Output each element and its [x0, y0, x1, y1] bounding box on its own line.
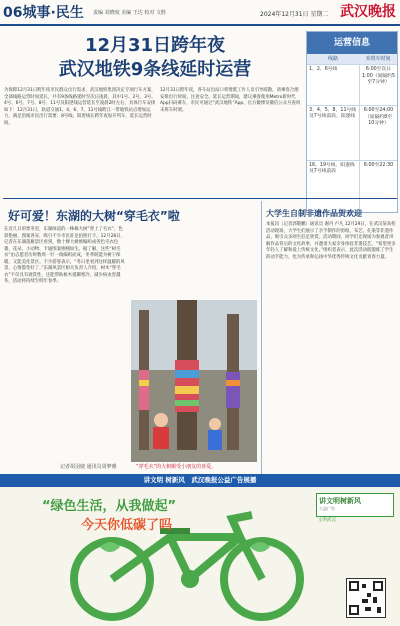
- section-title: 06城事·民生: [3, 5, 84, 21]
- lead-headline-line2: 武汉地铁9条线延时运营: [58, 59, 252, 80]
- ops-row-time: 6:00至22:30: [363, 163, 394, 168]
- tree-sweater-text: 在近几日的寒冬里，东湖绿道的一株株大树“穿上了毛衣”，色彩艳丽，图案各异，吸引不少市民驻足拍照打卡。12月28日，记者在东湖落雁景区看到，数十棵大树被编织成各色毛衣包裹，花朵、小动物、卡通图案栩栩如生。据了解，这些“树毛衣”由志愿者历时数周一针一线编织而成，冬季既能为树干保暖，又能美化景区。不少游客表示，“冬日里看到这样温暖的风景，心情都变好了。”东湖风景区相关负责人介绍，树木“穿毛衣”不仅具有观赏性，还能帮助树木抵御寒冷、减少病虫害越冬，活动将持续至明年春季。: [4, 227, 125, 284]
- operations-info-box: [306, 31, 398, 213]
- ops-row-time: 6:00至次日1:00（间隔约5至7分钟）: [362, 67, 396, 85]
- qr-code-icon: [346, 578, 386, 618]
- lead-body-left: 为保障12月31日跨年夜市民群众出行需求，武汉地铁集团决定专项行车方案，全部线路运营时间延长，共有9条线路延时至次日凌晨，其中1号、2号、3号、4号、6号、7号、8号、11号及阳逻线运营延长至凌晨2时左右，具体行车安排如下：12月31日，轨道交通1、4、6、7、11号线跨江一带地铁站点增加运力，满足沿线市民出行需要；8号线、阳逻线在跨年夜加开列车，延长运营时间。: [4, 88, 156, 126]
- ops-col-time: 末班车时间: [365, 56, 391, 62]
- ops-table-header: [307, 54, 397, 64]
- section-divider: [3, 198, 397, 199]
- public-service-banner: 讲文明 树新风 武汉晚报公益广告展播: [0, 474, 400, 487]
- lead-headline: [8, 34, 302, 82]
- tree-sweater-body: [4, 227, 258, 286]
- ad-logo: [316, 493, 394, 517]
- editor-credits: 责编 刘晓度 美编 王达 校对 文胜: [93, 10, 166, 16]
- page-header: [0, 0, 400, 26]
- heritage-body: 本报讯（记者郭敬鹏）通讯员 谢丹 卢凡 12月29日，在武汉某高校活动现场，大学生们展示了亲手制作的剪纸、布艺、扎染等非遗作品，吸引众多师生驻足欣赏。活动期间，同学们还现场为参观者讲解作品背后的文化故事，并邀请大家亲身体验非遗技艺。“希望更多年轻人了解和爱上传统文化。”组织者表示，此次活动既锻炼了学生的动手能力，也为传承和弘扬中华优秀传统文化贡献青春力量。: [266, 222, 396, 260]
- tree-sweater-headline: 好可爱！东湖的大树“穿毛衣”啦: [8, 209, 180, 223]
- ad-slogan-1: “绿色生活，从我做起”: [42, 499, 177, 514]
- ops-row-line: 3、4、5、8、11号线及7号线前段、阳逻线: [307, 106, 360, 160]
- ops-row: [307, 160, 397, 211]
- lead-headline-line1: 12月31日跨年夜: [84, 35, 226, 56]
- ad-logo-title: 讲文明树新风: [319, 497, 361, 505]
- ops-title: 运营信息: [307, 32, 397, 54]
- newspaper-logo: 武汉晚报: [340, 4, 396, 20]
- ops-row: [307, 105, 397, 160]
- column-divider: [261, 201, 262, 475]
- ops-row: [307, 64, 397, 105]
- tree-sweater-illustration: [131, 300, 257, 462]
- photo-caption: “穿毛衣”的大树颇受小朋友的喜爱。: [136, 464, 217, 470]
- ops-row-time: 6:00至24:00（间隔约8至10分钟）: [363, 108, 394, 126]
- heritage-headline: 大学生自制非遗作品贺欢迎: [266, 209, 362, 218]
- ops-row-line: 16、19号线、阳逻线及7号线前段: [307, 161, 360, 211]
- ad-logo-caption: 文明武汉: [318, 518, 336, 523]
- photo-credit: 记者胡羽婕 通讯员周梦雅: [60, 464, 117, 470]
- ops-row-line: 1、2、6号线: [307, 65, 360, 105]
- tree-sweater-photo: [131, 300, 257, 462]
- lead-body-right: 12月31日跨年夜，各车站出站口将增派工作人员引导疏散，请乘客合理安排出行时间，注意安全。延长运营期间，建议乘客使用Metro新时代App扫码乘车，市民可通过“武汉地铁”App、官方微博及微信公众号查询末班车时刻。: [160, 88, 301, 113]
- ad-slogan-2: 今天你低碳了吗: [81, 518, 173, 533]
- issue-date: 2024年12月31日 星期二: [260, 11, 329, 18]
- ad-logo-sub: 公益广告: [319, 506, 335, 511]
- ops-col-line: 线路: [327, 56, 338, 62]
